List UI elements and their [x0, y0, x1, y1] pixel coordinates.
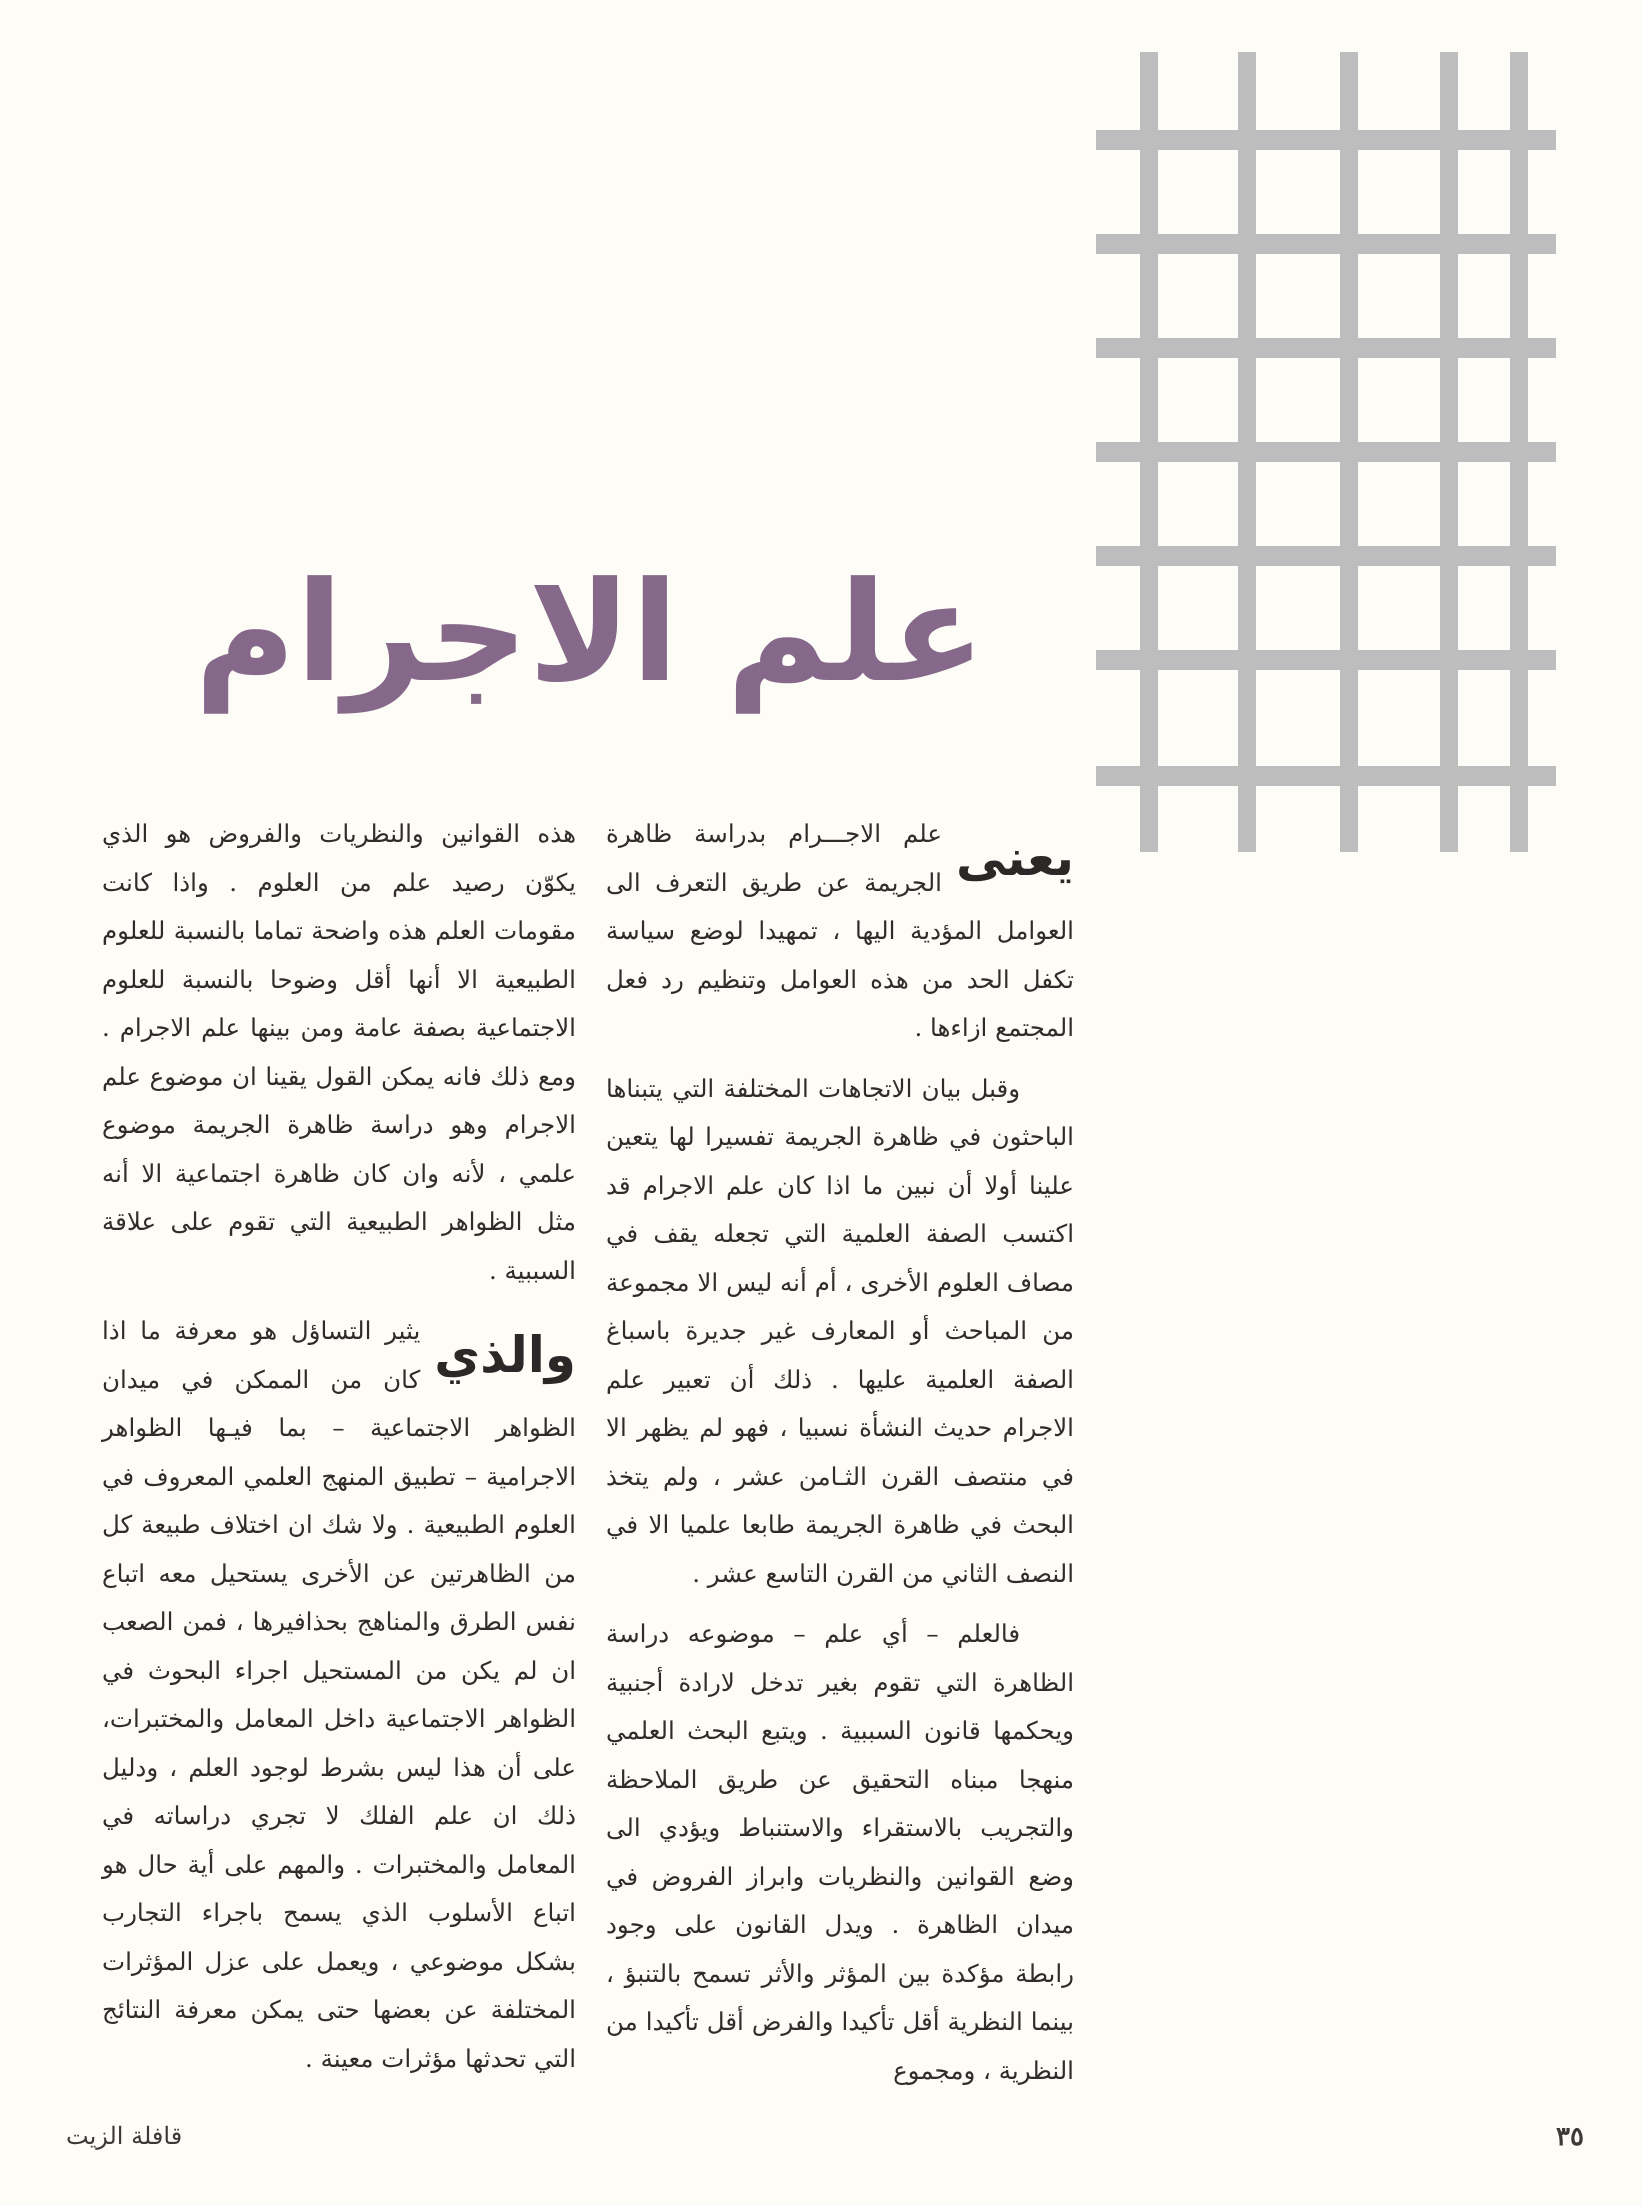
paragraph-3: فالعلم – أي علم – موضوعه دراسة الظاهرة التي تقوم بغير تدخل لارادة أجنبية ويحكمها قانون السببية . ويتبع البحث العلمي منهجا مبناه التحقيق عن طريق الملاحظة والتجريب بالاستقراء والاستنباط ويؤدي الى وضع القوانين والنظريات وابراز الفروض في ميدان الظاهرة . ويدل القانون على وجود رابطة مؤكدة بين المؤثر والأثر تسمح بالتنبؤ ، بينما النظرية أقل تأكيدا والفرض أقل تأكيدا من النظرية ، ومجموع	[606, 1619, 1074, 2085]
grid-pattern-decoration	[1096, 52, 1556, 852]
paragraph-5: يثير التساؤل هو معرفة ما اذا كان من الممكن في ميدان الظواهر الاجتماعية – بما فيـها الظواهر الاجرامية – تطبيق المنهج العلمي المعروف في العلوم الطبيعية . ولا شك ان اختلاف طبيعة كل من الظاهرتين عن الأخرى يستحيل معه اتباع نفس الطرق والمناهج بحذافيرها ، فمن الصعب ان لم يكن من المستحيل اجراء البحوث في الظواهر الاجتماعية داخل المعامل والمختبرات، على أن هذا ليس بشرط لوجود العلم ، ودليل ذلك ان علم الفلك لا تجري دراساته في المعامل والمختبرات . والمهم على أية حال هو اتباع الأسلوب الذي يسمح باجراء التجارب بشكل موضوعي ، ويعمل على عزل المؤثرات المختلفة عن بعضها حتى يمكن معرفة النتائج التي تحدثها مؤثرات معينة .	[102, 1316, 576, 2073]
article-column-left	[102, 810, 576, 2095]
magazine-name: قافلة الزيت	[66, 2122, 183, 2150]
page-number: ٣٥	[1556, 2122, 1584, 2152]
paragraph-2: وقبل بيان الاتجاهات المختلفة التي يتبناها الباحثون في ظاهرة الجريمة تفسيرا لها يتعين علينا أولا أن نبين ما اذا كان علم الاجرام قد اكتسب الصفة العلمية التي تجعله يقف في مصاف العلوم الأخرى ، أم أنه ليس الا مجموعة من المباحث أو المعارف غير جديرة باسباغ الصفة العلمية عليها . ذلك أن تعبير علم الاجرام حديث النشأة نسبيا ، فهو لم يظهر الا في منتصف القرن الثـامن عشر ، ولم يتخذ البحث في ظاهرة الجريمة طابعا علميا الا في النصف الثاني من القرن التاسع عشر .	[606, 1073, 1074, 1588]
lead-word: يعنى	[956, 829, 1074, 887]
paragraph-1: علم الاجـــرام بدراسة ظاهرة الجريمة عن طريق التعرف الى العوامل المؤدية اليها ، تمهيدا لوضع سياسة تكفل الحد من هذه العوامل وتنظيم رد فعل المجتمع ازاءها .	[606, 819, 1074, 1042]
paragraph-4: هذه القوانين والنظريات والفروض هو الذي يكوّن رصيد علم من العلوم . واذا كانت مقومات العلم هذه واضحة تماما بالنسبة للعلوم الطبيعية الا أنها أقل وضوحا بالنسبة للعلوم الاجتماعية بصفة عامة ومن بينها علم الاجرام . ومع ذلك فانه يمكن القول يقينا ان موضوع علم الاجرام وهو دراسة ظاهرة الجريمة موضوع علمي ، لأنه وان كان ظاهرة اجتماعية الا أنه مثل الظواهر الطبيعية التي تقوم على علاقة السببية .	[102, 819, 576, 1285]
article-title: علم الاجرام	[194, 552, 986, 713]
lead-word: والذي	[434, 1326, 576, 1384]
article-column-right	[606, 810, 1074, 2107]
